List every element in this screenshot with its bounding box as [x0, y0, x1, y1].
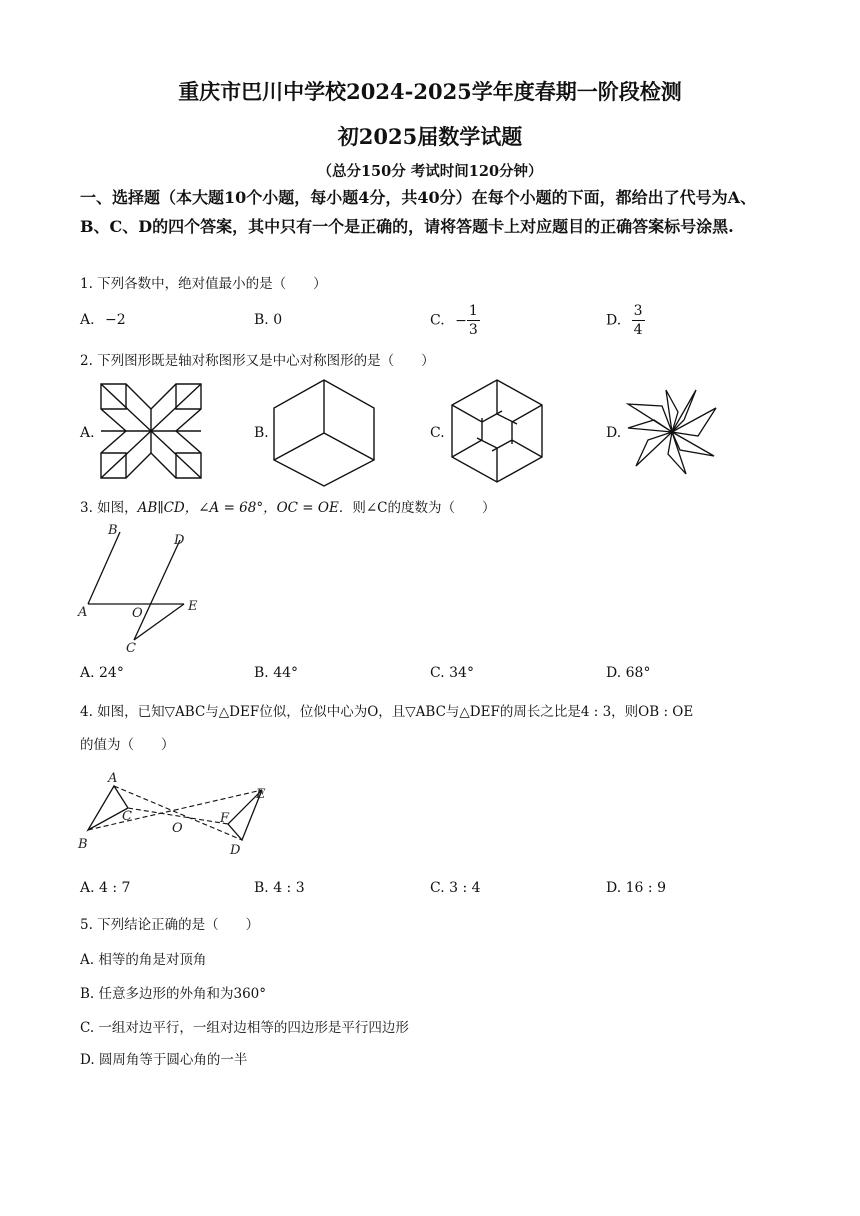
- q4-option-d: D. 16 : 9: [606, 880, 666, 896]
- q2-option-a-letter: A.: [80, 425, 95, 441]
- q2-figure-b-cube-hexagon: [272, 378, 376, 488]
- q5-option-c: C. 一组对边平行，一组对边相等的四边形是平行四边形: [80, 1020, 409, 1036]
- q1-option-a: A. −2: [80, 312, 126, 328]
- question-4-stem-line1: 4. 如图，已知▽ABC与△DEF位似，位似中心为O，且▽ABC与△DEF的周长之比是4 : 3，则OB : OE: [80, 704, 694, 720]
- section-instructions: 一、选择题（本大题10个小题，每小题4分，共40分）在每个小题的下面，都给出了代号为A、B、C、D的四个答案，其中只有一个是正确的，请将答题卡上对应题目的正确答案标号涂黑.: [80, 188, 757, 236]
- q5-option-d: D. 圆周角等于圆心角的一半: [80, 1052, 248, 1068]
- q4-label-c: C: [122, 809, 132, 824]
- q4-option-c: C. 3 : 4: [430, 880, 481, 896]
- q3-option-a: A. 24°: [80, 665, 124, 681]
- q2-figure-c-pinwheel-hexagon: [450, 378, 544, 484]
- q4-label-d: D: [230, 843, 241, 858]
- exam-subtitle: 初2025届数学试题: [337, 124, 523, 149]
- q3-option-d: D. 68°: [606, 665, 651, 681]
- q4-label-a: A: [108, 771, 118, 786]
- q1-option-c: C. − $\frac{1}{3}$: [430, 303, 478, 338]
- q4-figure-homothety: [76, 768, 276, 860]
- q3-option-b: B. 44°: [254, 665, 299, 681]
- q5-option-b: B. 任意多边形的外角和为360°: [80, 986, 267, 1002]
- q4-label-b: B: [78, 837, 88, 852]
- question-1-stem: 1. 下列各数中，绝对值最小的是（ ）: [80, 276, 327, 292]
- q3-label-c: C: [126, 641, 136, 656]
- fraction-three-quarters: $\frac{3}{4}$: [633, 303, 643, 338]
- q1-option-d: D. $\frac{3}{4}$: [606, 303, 643, 338]
- q2-option-b-letter: B.: [254, 425, 269, 441]
- question-5-stem: 5. 下列结论正确的是（ ）: [80, 917, 260, 933]
- q2-option-c-letter: C.: [430, 425, 445, 441]
- q3-label-b: B: [108, 523, 118, 538]
- exam-meta: （总分150分 考试时间120分钟）: [317, 163, 543, 180]
- q3-option-c: C. 34°: [430, 665, 474, 681]
- q3-label-a: A: [78, 605, 88, 620]
- q5-option-a: A. 相等的角是对顶角: [80, 952, 207, 968]
- q2-figure-a-cross-shape: [98, 381, 204, 481]
- q4-option-a: A. 4 : 7: [80, 880, 131, 896]
- q3-math-expression: AB∥CD，∠A = 68°，OC = OE: [137, 500, 339, 516]
- fraction-one-third: $\frac{1}{3}$: [468, 303, 478, 338]
- q4-label-f: F: [220, 811, 230, 826]
- q2-option-d-letter: D.: [606, 425, 622, 441]
- exam-title: 重庆市巴川中学校2024-2025学年度春期一阶段检测: [178, 79, 682, 104]
- q3-label-d: D: [174, 533, 185, 548]
- q4-option-b: B. 4 : 3: [254, 880, 305, 896]
- question-2-stem: 2. 下列图形既是轴对称图形又是中心对称图形的是（ ）: [80, 353, 435, 369]
- q1-option-b: B. 0: [254, 312, 283, 328]
- question-3-stem: 3. 如图，AB∥CD，∠A = 68°，OC = OE．则∠C的度数为（ ）: [80, 500, 496, 516]
- question-4-stem-line2: 的值为（ ）: [80, 737, 175, 753]
- q3-label-e: E: [188, 599, 198, 614]
- q3-figure-parallel-lines: [76, 520, 206, 656]
- q2-figure-d-windmill: [626, 384, 718, 480]
- q4-label-o: O: [172, 821, 183, 836]
- q4-label-e: E: [256, 787, 266, 802]
- q3-label-o: O: [132, 606, 143, 621]
